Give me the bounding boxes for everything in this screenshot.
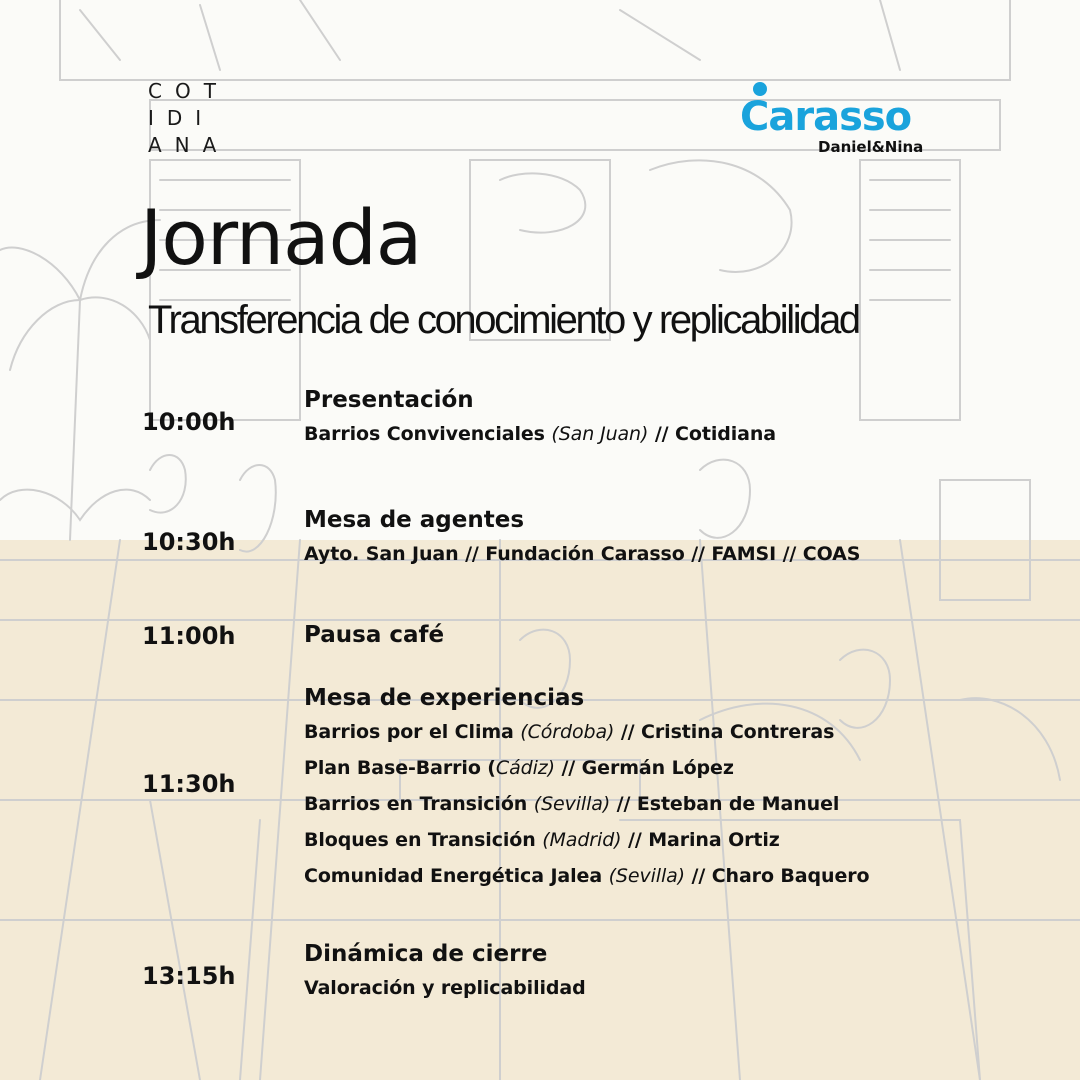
schedule-item-3 [304, 619, 444, 651]
schedule-time-1: 10:00h [142, 408, 236, 436]
cotidiana-logo-line-3: ANA [148, 133, 230, 157]
schedule-item-title: Pausa café [304, 622, 445, 648]
schedule-item-title: Presentación [304, 387, 474, 413]
cotidiana-logo-line-2: IDI [148, 106, 215, 130]
schedule-time-4: 11:30h [142, 770, 236, 798]
schedule-item-title: Dinámica de cierre [304, 941, 548, 967]
schedule-time-3: 11:00h [142, 622, 236, 650]
schedule-item-line: Barrios en Transición (Sevilla) // Esteban de Manuel [304, 793, 840, 815]
page-title: Jornada [140, 193, 422, 282]
schedule-time-5: 13:15h [142, 962, 236, 990]
schedule-item-line: Bloques en Transición (Madrid) // Marina Ortiz [304, 829, 780, 851]
schedule-item-4 [304, 682, 869, 894]
schedule-item-2 [304, 504, 860, 572]
schedule-item-line: Ayto. San Juan // Fundación Carasso // FAMSI // COAS [304, 543, 861, 565]
schedule-item-line: Barrios por el Clima (Córdoba) // Cristina Contreras [304, 721, 835, 743]
schedule-item-title: Mesa de experiencias [304, 685, 585, 711]
schedule-item-line: Comunidad Energética Jalea (Sevilla) // Charo Baquero [304, 865, 870, 887]
carasso-logo-brand: Carasso [740, 94, 912, 140]
schedule-item-5 [304, 938, 586, 1006]
schedule-item-line: Plan Base-Barrio (Cádiz) // Germán López [304, 757, 734, 779]
cotidiana-logo-line-1: COT [148, 79, 229, 103]
schedule-item-line: Barrios Convivenciales (San Juan) // Cotidiana [304, 423, 777, 445]
schedule-time-2: 10:30h [142, 528, 236, 556]
carasso-logo-subtitle: Daniel&Nina [818, 138, 924, 156]
schedule-item-title: Mesa de agentes [304, 507, 525, 533]
page-subtitle: Transferencia de conocimiento y replicabilidad [148, 298, 859, 342]
schedule-item-1 [304, 384, 776, 452]
schedule-item-line: Valoración y replicabilidad [304, 977, 586, 999]
